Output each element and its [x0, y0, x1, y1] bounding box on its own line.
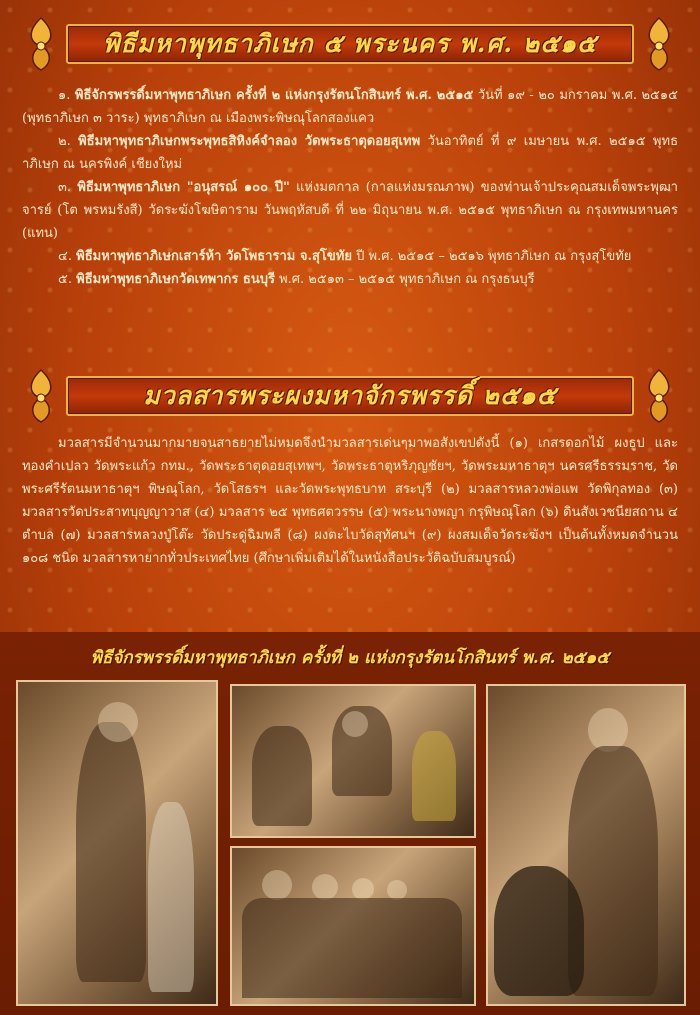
photo-monk-standing: [486, 684, 686, 1006]
ceremony-item: ๓. พิธีมหาพุทธาภิเษก "อนุสรณ์ ๑๐๐ ปี" แห่งมตกาล (กาลแห่งมรณภาพ) ของท่านเจ้าประคุณสมเด็จพระพุฒาจารย์ (โต พรหมรังสี) วัดระฆังโฆษิตาราม วันพฤหัสบดี ที่ ๒๒ มิถุนายน พ.ศ. ๒๕๑๕ พุทธาภิเษก ณ กรุงเทพมหานคร (แทน): [22, 180, 678, 241]
photo-caption: พิธีจักรพรรดิ์มหาพุทธาภิเษก ครั้งที่ ๒ แห่งกรุงรัตนโกสินทร์ พ.ศ. ๒๕๑๕: [90, 648, 610, 668]
ceremony-item: ๔. พิธีมหาพุทธาภิเษกเสาร์ห้า วัดโพธาราม จ.สุโขทัย ปี พ.ศ. ๒๕๑๕ – ๒๕๑๖ พุทธาภิเษก ณ กรุงสุโขทัย: [58, 249, 632, 264]
photo-monks-row: [230, 846, 476, 1006]
ceremony-item: ๑. พิธีจักรพรรดิ์มหาพุทธาภิเษก ครั้งที่ ๒ แห่งกรุงรัตนโกสินทร์ พ.ศ. ๒๕๑๕ วันที่ ๑๙ - ๒๐ มกราคม พ.ศ. ๒๕๑๕ (พุทธาภิเษก ๓ วาระ) พุทธาภิเษก ณ เมืองพระพิษณุโลกสองแคว: [22, 88, 678, 126]
ornament-right-icon: [638, 368, 680, 424]
ornament-left-icon: [20, 16, 62, 72]
banner-title: มวลสารพระผงมหาจักรพรรดิ์ ๒๕๑๕: [143, 381, 557, 410]
ornament-left-icon: [20, 368, 62, 424]
banner-title: พิธีมหาพุทธาภิเษก ๕ พระนคร พ.ศ. ๒๕๑๕: [103, 29, 597, 58]
materials-paragraph: [22, 432, 678, 570]
materials-text: มวลสารมีจำนวนมากมายจนสาธยายไม่หมดจึงนำมวลสารเด่นๆมาพอสังเขปดังนี้ (๑) เกสรดอกไม้ ผงธูป และทองคำเปลว วัดพระแก้ว กทม., วัดพระธาตุดอยสุเทพฯ, วัดพระธาตุหริภุญชัยฯ, วัดพระมหาธาตุฯ นครศรีธรรมราช, วัดพระศรีรัตนมหาธาตุฯ พิษณุโลก, วัดโสธรฯ และวัดพระพุทธบาท สระบุรี (๒) มวลสารหลวงพ่อแพ วัดพิกุลทอง (๓) มวลสารวัดประสาทบุญญาวาส (๔) มวลสาร ๒๕ พุทธศตวรรษ (๕) พระนางพญา กรุพิษณุโลก (๖) ดินสังเวชนียสถาน ๔ ตำบล (๗) มวลสารหลวงปู่โต๊ะ วัดประดู่ฉิมพลี (๘) ผงตะไบวัดสุทัศนฯ (๙) ผงสมเด็จวัดระฆังฯ เป็นต้นทั้งหมดจำนวน ๑๐๘ ชนิด มวลสารหายากทั่วประเทศไทย (ศึกษาเพิ่มเติมได้ในหนังสือประวัติฉบับสมบูรณ์): [22, 436, 678, 566]
ornament-right-icon: [638, 16, 680, 72]
photo-monks-seated: [230, 684, 476, 838]
ceremony-item: ๕. พิธีมหาพุทธาภิเษกวัดเทพากร ธนบุรี พ.ศ. ๒๕๑๓ – ๒๕๑๕ พุทธาภิเษก ณ กรุงธนบุรี: [58, 272, 535, 287]
title-banner-ceremonies: [20, 16, 680, 72]
title-banner-materials: [20, 368, 680, 424]
ceremony-item: ๒. พิธีมหาพุทธาภิเษกพระพุทธสิหิงค์จำลอง วัดพระธาตุดอยสุเทพ วันอาทิตย์ ที่ ๙ เมษายน พ.ศ. ๒๕๑๕ พุทธาภิเษก ณ นครพิงค์ เชียงใหม่: [22, 134, 679, 172]
ceremony-list: [22, 84, 678, 291]
photo-monks-chanting: [16, 680, 218, 1006]
